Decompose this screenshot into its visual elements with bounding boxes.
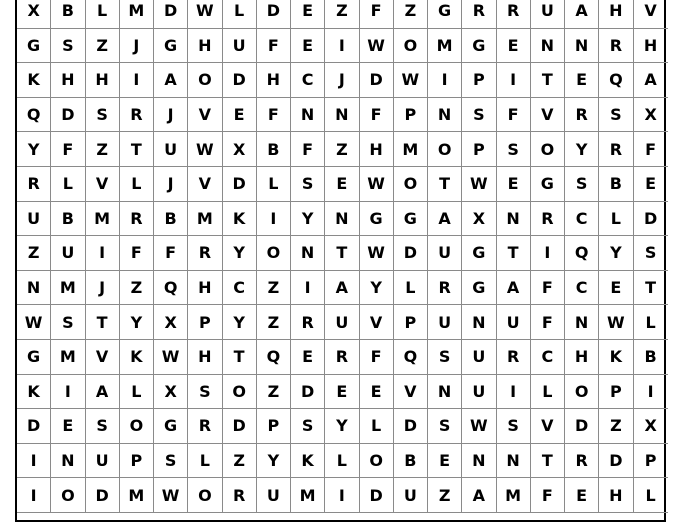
letter-cell[interactable]: W [462, 167, 496, 202]
letter-cell[interactable]: M [497, 478, 531, 513]
letter-cell[interactable]: S [51, 29, 85, 64]
letter-cell[interactable]: I [634, 375, 668, 410]
letter-cell[interactable]: M [188, 202, 222, 237]
letter-cell[interactable]: P [257, 409, 291, 444]
letter-cell[interactable]: B [51, 202, 85, 237]
letter-cell[interactable]: A [154, 63, 188, 98]
letter-cell[interactable]: Z [223, 444, 257, 479]
letter-cell[interactable]: D [257, 0, 291, 29]
letter-cell[interactable]: N [497, 202, 531, 237]
letter-cell[interactable]: I [257, 202, 291, 237]
letter-cell[interactable]: R [599, 29, 633, 64]
letter-cell[interactable]: G [360, 202, 394, 237]
letter-cell[interactable]: E [223, 98, 257, 133]
letter-cell[interactable]: H [360, 132, 394, 167]
letter-cell[interactable]: V [394, 375, 428, 410]
letter-cell[interactable]: N [428, 375, 462, 410]
letter-cell[interactable]: B [634, 340, 668, 375]
letter-cell[interactable]: R [565, 98, 599, 133]
letter-cell[interactable]: S [291, 167, 325, 202]
letter-cell[interactable]: B [154, 202, 188, 237]
letter-cell[interactable]: T [531, 444, 565, 479]
letter-cell[interactable]: O [531, 132, 565, 167]
letter-cell[interactable]: R [188, 409, 222, 444]
letter-cell[interactable]: R [599, 132, 633, 167]
letter-cell[interactable]: Z [394, 0, 428, 29]
letter-cell[interactable]: O [394, 167, 428, 202]
letter-cell[interactable]: F [497, 98, 531, 133]
letter-cell[interactable]: U [394, 478, 428, 513]
letter-cell[interactable]: F [634, 132, 668, 167]
letter-cell[interactable]: J [154, 98, 188, 133]
letter-cell[interactable]: U [428, 236, 462, 271]
letter-cell[interactable]: I [325, 29, 359, 64]
letter-cell[interactable]: E [291, 29, 325, 64]
letter-cell[interactable]: S [291, 409, 325, 444]
letter-cell[interactable]: B [394, 444, 428, 479]
letter-cell[interactable]: L [51, 167, 85, 202]
letter-cell[interactable]: U [428, 305, 462, 340]
letter-cell[interactable]: O [51, 478, 85, 513]
letter-cell[interactable]: Z [325, 132, 359, 167]
letter-cell[interactable]: V [360, 305, 394, 340]
letter-cell[interactable]: Z [257, 375, 291, 410]
letter-cell[interactable]: W [394, 63, 428, 98]
letter-cell[interactable]: X [154, 375, 188, 410]
letter-cell[interactable]: D [394, 236, 428, 271]
letter-cell[interactable]: W [599, 305, 633, 340]
letter-cell[interactable]: A [462, 478, 496, 513]
letter-cell[interactable]: T [497, 236, 531, 271]
letter-cell[interactable]: U [325, 305, 359, 340]
letter-cell[interactable]: D [394, 409, 428, 444]
letter-cell[interactable]: F [120, 236, 154, 271]
letter-cell[interactable]: M [120, 478, 154, 513]
letter-cell[interactable]: C [291, 63, 325, 98]
letter-cell[interactable]: D [291, 375, 325, 410]
letter-cell[interactable]: G [531, 167, 565, 202]
letter-cell[interactable]: W [360, 236, 394, 271]
letter-cell[interactable]: Y [120, 305, 154, 340]
letter-cell[interactable]: W [462, 409, 496, 444]
letter-cell[interactable]: E [497, 167, 531, 202]
letter-cell[interactable]: Y [17, 132, 51, 167]
letter-cell[interactable]: R [188, 236, 222, 271]
letter-cell[interactable]: J [120, 29, 154, 64]
letter-cell[interactable]: W [188, 132, 222, 167]
letter-cell[interactable]: G [394, 202, 428, 237]
letter-cell[interactable]: F [257, 29, 291, 64]
letter-cell[interactable]: H [188, 340, 222, 375]
letter-cell[interactable]: F [360, 340, 394, 375]
letter-cell[interactable]: L [223, 0, 257, 29]
letter-cell[interactable]: H [188, 271, 222, 306]
letter-cell[interactable]: G [17, 340, 51, 375]
letter-cell[interactable]: L [531, 375, 565, 410]
letter-cell[interactable]: H [51, 63, 85, 98]
letter-cell[interactable]: S [634, 236, 668, 271]
letter-cell[interactable]: L [120, 167, 154, 202]
letter-cell[interactable]: J [86, 271, 120, 306]
letter-cell[interactable]: Q [565, 236, 599, 271]
letter-cell[interactable]: O [188, 63, 222, 98]
letter-cell[interactable]: U [154, 132, 188, 167]
letter-cell[interactable]: S [497, 132, 531, 167]
letter-cell[interactable]: R [497, 340, 531, 375]
letter-cell[interactable]: K [599, 340, 633, 375]
letter-cell[interactable]: B [257, 132, 291, 167]
letter-cell[interactable]: G [154, 29, 188, 64]
letter-cell[interactable]: E [291, 0, 325, 29]
letter-cell[interactable]: Z [86, 29, 120, 64]
letter-cell[interactable]: R [462, 0, 496, 29]
letter-cell[interactable]: N [462, 305, 496, 340]
letter-cell[interactable]: X [223, 132, 257, 167]
letter-cell[interactable]: R [291, 305, 325, 340]
letter-cell[interactable]: N [291, 98, 325, 133]
letter-cell[interactable]: R [531, 202, 565, 237]
letter-cell[interactable]: V [188, 98, 222, 133]
letter-cell[interactable]: P [188, 305, 222, 340]
letter-cell[interactable]: P [599, 375, 633, 410]
letter-cell[interactable]: N [17, 271, 51, 306]
letter-cell[interactable]: R [565, 444, 599, 479]
letter-cell[interactable]: T [428, 167, 462, 202]
letter-cell[interactable]: S [462, 98, 496, 133]
letter-cell[interactable]: I [497, 63, 531, 98]
letter-cell[interactable]: D [17, 409, 51, 444]
letter-cell[interactable]: E [634, 167, 668, 202]
letter-cell[interactable]: K [120, 340, 154, 375]
letter-cell[interactable]: Z [599, 409, 633, 444]
letter-cell[interactable]: R [497, 0, 531, 29]
letter-cell[interactable]: X [17, 0, 51, 29]
letter-cell[interactable]: O [360, 444, 394, 479]
letter-cell[interactable]: N [51, 444, 85, 479]
letter-cell[interactable]: Q [394, 340, 428, 375]
letter-cell[interactable]: H [565, 340, 599, 375]
letter-cell[interactable]: M [120, 0, 154, 29]
letter-cell[interactable]: U [51, 236, 85, 271]
letter-cell[interactable]: H [634, 29, 668, 64]
letter-cell[interactable]: S [188, 375, 222, 410]
letter-cell[interactable]: M [394, 132, 428, 167]
letter-cell[interactable]: Z [428, 478, 462, 513]
letter-cell[interactable]: I [86, 236, 120, 271]
letter-cell[interactable]: C [223, 271, 257, 306]
letter-cell[interactable]: D [599, 444, 633, 479]
letter-cell[interactable]: H [599, 0, 633, 29]
letter-cell[interactable]: L [394, 271, 428, 306]
letter-cell[interactable]: Z [325, 0, 359, 29]
letter-cell[interactable]: E [325, 375, 359, 410]
letter-cell[interactable]: D [51, 98, 85, 133]
letter-cell[interactable]: Q [17, 98, 51, 133]
letter-cell[interactable]: Y [565, 132, 599, 167]
letter-cell[interactable]: N [462, 444, 496, 479]
letter-cell[interactable]: W [154, 340, 188, 375]
letter-cell[interactable]: L [120, 375, 154, 410]
letter-cell[interactable]: F [360, 98, 394, 133]
letter-cell[interactable]: H [257, 63, 291, 98]
letter-cell[interactable]: I [497, 375, 531, 410]
letter-cell[interactable]: B [51, 0, 85, 29]
letter-cell[interactable]: G [462, 29, 496, 64]
letter-cell[interactable]: U [462, 340, 496, 375]
letter-cell[interactable]: X [154, 305, 188, 340]
letter-cell[interactable]: M [428, 29, 462, 64]
letter-cell[interactable]: Z [257, 271, 291, 306]
letter-cell[interactable]: Q [257, 340, 291, 375]
letter-cell[interactable]: Y [360, 271, 394, 306]
letter-cell[interactable]: F [51, 132, 85, 167]
letter-cell[interactable]: I [17, 478, 51, 513]
letter-cell[interactable]: A [325, 271, 359, 306]
letter-cell[interactable]: N [565, 29, 599, 64]
letter-cell[interactable]: W [360, 29, 394, 64]
letter-cell[interactable]: V [531, 98, 565, 133]
letter-cell[interactable]: P [394, 98, 428, 133]
letter-cell[interactable]: X [634, 98, 668, 133]
word-search-grid [15, 0, 666, 522]
letter-cell[interactable]: L [634, 478, 668, 513]
letter-cell[interactable]: S [599, 98, 633, 133]
letter-cell[interactable]: L [86, 0, 120, 29]
letter-cell[interactable]: N [325, 98, 359, 133]
letter-cell[interactable]: U [223, 29, 257, 64]
letter-cell[interactable]: I [531, 236, 565, 271]
letter-cell[interactable]: F [531, 271, 565, 306]
letter-cell[interactable]: W [188, 0, 222, 29]
letter-cell[interactable]: J [154, 167, 188, 202]
letter-cell[interactable]: K [17, 63, 51, 98]
letter-cell[interactable]: S [86, 409, 120, 444]
letter-cell[interactable]: S [154, 444, 188, 479]
letter-cell[interactable]: N [428, 98, 462, 133]
letter-cell[interactable]: S [497, 409, 531, 444]
letter-cell[interactable]: T [634, 271, 668, 306]
letter-cell[interactable]: P [462, 63, 496, 98]
letter-cell[interactable]: L [325, 444, 359, 479]
letter-cell[interactable]: H [86, 63, 120, 98]
letter-cell[interactable]: T [531, 63, 565, 98]
letter-cell[interactable]: G [154, 409, 188, 444]
letter-cell[interactable]: T [120, 132, 154, 167]
letter-cell[interactable]: L [599, 202, 633, 237]
letter-cell[interactable]: K [17, 375, 51, 410]
letter-cell[interactable]: U [462, 375, 496, 410]
letter-cell[interactable]: L [360, 409, 394, 444]
letter-cell[interactable]: Y [599, 236, 633, 271]
letter-cell[interactable]: D [223, 63, 257, 98]
letter-cell[interactable]: G [17, 29, 51, 64]
letter-cell[interactable]: A [497, 271, 531, 306]
letter-cell[interactable]: Z [17, 236, 51, 271]
letter-cell[interactable]: V [634, 0, 668, 29]
letter-cell[interactable]: I [291, 271, 325, 306]
letter-cell[interactable]: A [565, 0, 599, 29]
letter-cell[interactable]: K [223, 202, 257, 237]
letter-cell[interactable]: O [120, 409, 154, 444]
letter-cell[interactable]: E [428, 444, 462, 479]
letter-cell[interactable]: G [462, 236, 496, 271]
letter-cell[interactable]: A [634, 63, 668, 98]
letter-cell[interactable]: R [120, 98, 154, 133]
letter-cell[interactable]: N [531, 29, 565, 64]
letter-cell[interactable]: U [497, 305, 531, 340]
letter-cell[interactable]: Z [120, 271, 154, 306]
letter-cell[interactable]: O [223, 375, 257, 410]
letter-cell[interactable]: Z [257, 305, 291, 340]
letter-cell[interactable]: W [360, 167, 394, 202]
letter-cell[interactable]: S [51, 305, 85, 340]
letter-cell[interactable]: D [223, 167, 257, 202]
letter-cell[interactable]: H [599, 478, 633, 513]
letter-cell[interactable]: U [86, 444, 120, 479]
letter-cell[interactable]: P [462, 132, 496, 167]
letter-cell[interactable]: F [291, 132, 325, 167]
letter-cell[interactable]: I [17, 444, 51, 479]
letter-cell[interactable]: O [257, 236, 291, 271]
letter-cell[interactable]: R [17, 167, 51, 202]
letter-cell[interactable]: L [257, 167, 291, 202]
letter-cell[interactable]: F [531, 305, 565, 340]
letter-cell[interactable]: A [428, 202, 462, 237]
letter-cell[interactable]: F [531, 478, 565, 513]
letter-cell[interactable]: V [188, 167, 222, 202]
letter-cell[interactable]: F [360, 0, 394, 29]
letter-cell[interactable]: N [565, 305, 599, 340]
letter-cell[interactable]: C [565, 202, 599, 237]
letter-cell[interactable]: Y [223, 305, 257, 340]
letter-cell[interactable]: R [120, 202, 154, 237]
letter-cell[interactable]: I [51, 375, 85, 410]
letter-cell[interactable]: M [291, 478, 325, 513]
letter-cell[interactable]: J [325, 63, 359, 98]
letter-cell[interactable]: D [86, 478, 120, 513]
letter-cell[interactable]: D [223, 409, 257, 444]
letter-cell[interactable]: L [188, 444, 222, 479]
letter-cell[interactable]: B [599, 167, 633, 202]
letter-cell[interactable]: E [497, 29, 531, 64]
letter-cell[interactable]: D [565, 409, 599, 444]
letter-cell[interactable]: S [428, 340, 462, 375]
letter-cell[interactable]: Y [291, 202, 325, 237]
letter-cell[interactable]: E [51, 409, 85, 444]
letter-cell[interactable]: G [462, 271, 496, 306]
letter-cell[interactable]: E [291, 340, 325, 375]
letter-cell[interactable]: I [428, 63, 462, 98]
letter-cell[interactable]: A [86, 375, 120, 410]
letter-cell[interactable]: I [325, 478, 359, 513]
letter-cell[interactable]: N [291, 236, 325, 271]
letter-cell[interactable]: G [428, 0, 462, 29]
letter-cell[interactable]: E [565, 478, 599, 513]
letter-cell[interactable]: N [497, 444, 531, 479]
letter-cell[interactable]: T [86, 305, 120, 340]
letter-cell[interactable]: E [565, 63, 599, 98]
letter-cell[interactable]: F [154, 236, 188, 271]
letter-cell[interactable]: P [394, 305, 428, 340]
letter-cell[interactable]: Q [599, 63, 633, 98]
letter-cell[interactable]: Y [325, 409, 359, 444]
letter-cell[interactable]: I [120, 63, 154, 98]
letter-cell[interactable]: D [360, 63, 394, 98]
letter-cell[interactable]: X [634, 409, 668, 444]
letter-cell[interactable]: S [428, 409, 462, 444]
letter-cell[interactable]: Y [257, 444, 291, 479]
letter-cell[interactable]: K [291, 444, 325, 479]
letter-cell[interactable]: C [531, 340, 565, 375]
letter-cell[interactable]: E [599, 271, 633, 306]
letter-cell[interactable]: R [428, 271, 462, 306]
letter-cell[interactable]: X [462, 202, 496, 237]
letter-cell[interactable]: C [565, 271, 599, 306]
letter-cell[interactable]: D [154, 0, 188, 29]
letter-cell[interactable]: R [325, 340, 359, 375]
letter-cell[interactable]: Q [154, 271, 188, 306]
letter-cell[interactable]: T [223, 340, 257, 375]
letter-cell[interactable]: O [188, 478, 222, 513]
letter-cell[interactable]: U [257, 478, 291, 513]
letter-cell[interactable]: M [51, 340, 85, 375]
letter-cell[interactable]: T [325, 236, 359, 271]
letter-cell[interactable]: P [120, 444, 154, 479]
letter-cell[interactable]: E [360, 375, 394, 410]
letter-cell[interactable]: S [565, 167, 599, 202]
letter-cell[interactable]: F [257, 98, 291, 133]
letter-cell[interactable]: V [86, 167, 120, 202]
letter-cell[interactable]: U [531, 0, 565, 29]
letter-cell[interactable]: M [86, 202, 120, 237]
letter-cell[interactable]: Y [223, 236, 257, 271]
letter-cell[interactable]: R [223, 478, 257, 513]
letter-cell[interactable]: O [428, 132, 462, 167]
letter-cell[interactable]: Z [86, 132, 120, 167]
letter-cell[interactable]: N [325, 202, 359, 237]
letter-cell[interactable]: O [565, 375, 599, 410]
letter-cell[interactable]: H [188, 29, 222, 64]
letter-cell[interactable]: M [51, 271, 85, 306]
letter-cell[interactable]: P [634, 444, 668, 479]
letter-cell[interactable]: D [634, 202, 668, 237]
letter-cell[interactable]: D [360, 478, 394, 513]
letter-cell[interactable]: E [325, 167, 359, 202]
letter-cell[interactable]: V [86, 340, 120, 375]
letter-cell[interactable]: S [86, 98, 120, 133]
letter-cell[interactable]: W [17, 305, 51, 340]
letter-cell[interactable]: L [634, 305, 668, 340]
letter-cell[interactable]: W [154, 478, 188, 513]
letter-cell[interactable]: V [531, 409, 565, 444]
letter-cell[interactable]: U [17, 202, 51, 237]
letter-cell[interactable]: O [394, 29, 428, 64]
